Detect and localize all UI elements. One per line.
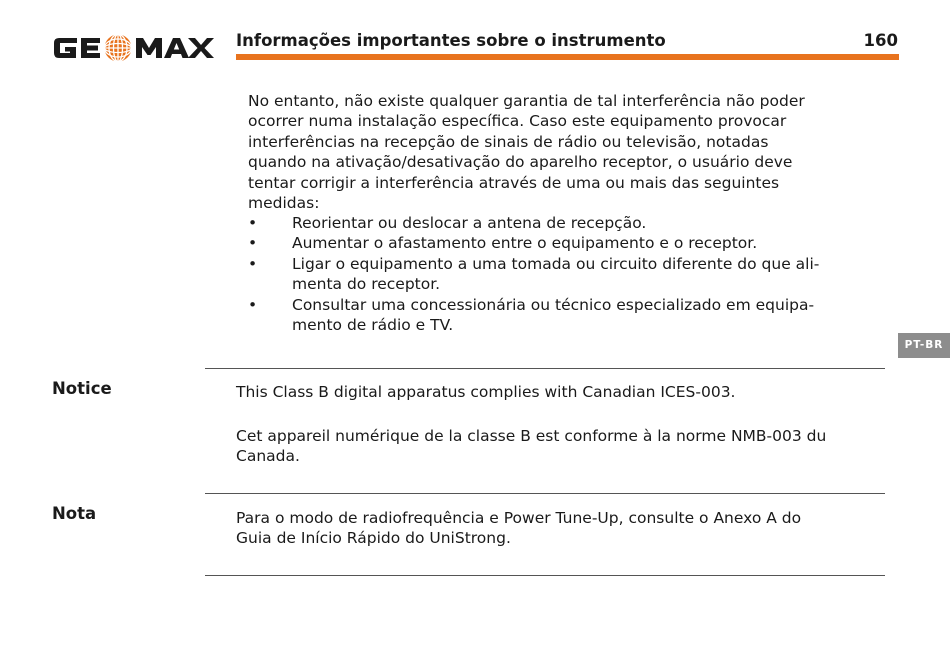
list-item-text: Ligar o equipamento a uma tomada ou circuito diferente do que ali- <box>292 254 820 273</box>
nota-paragraph <box>236 508 891 549</box>
intro-line: No entanto, não existe qualquer garantia de tal interferência não poder <box>248 92 805 110</box>
bullet-marker: • <box>248 234 258 253</box>
nota-label: Nota <box>52 504 97 523</box>
intro-paragraph <box>248 91 888 213</box>
list-item-text: mento de rádio e TV. <box>292 316 454 335</box>
page-header-title: Informações importantes sobre o instrumento <box>236 31 666 50</box>
list-item <box>248 254 888 295</box>
intro-line: interferências na recepção de sinais de rádio ou televisão, notadas <box>248 132 769 151</box>
intro-line: medidas: <box>248 194 320 213</box>
notice-label: Notice <box>52 379 112 398</box>
geomax-logo-graphic <box>52 33 218 63</box>
notice-fr-line: Cet appareil numérique de la classe B est conforme à la norme NMB-003 du <box>236 427 827 445</box>
notice-paragraph-fr <box>236 426 891 467</box>
section-divider <box>205 575 885 576</box>
bullet-marker: • <box>248 214 258 232</box>
intro-line: ocorrer numa instalação específica. Caso este equipamento provocar <box>248 112 787 131</box>
notice-paragraph-en: This Class B digital apparatus complies with Canadian ICES-003. <box>236 383 736 401</box>
language-tab: PT-BR <box>898 333 950 358</box>
page-number: 160 <box>863 31 898 50</box>
geomax-logo <box>52 33 218 63</box>
list-item <box>248 233 888 253</box>
list-item-text: Reorientar ou deslocar a antena de recepção. <box>292 214 647 232</box>
bullet-marker: • <box>248 295 258 314</box>
list-item-text: Aumentar o afastamento entre o equipamento e o receptor. <box>292 234 758 253</box>
list-item-text: Consultar uma concessionária ou técnico especializado em equipa- <box>292 295 815 314</box>
header-accent-rule <box>236 54 899 60</box>
list-item <box>248 295 888 336</box>
section-divider <box>205 368 885 369</box>
nota-line: Guia de Início Rápido do UniStrong. <box>236 529 511 548</box>
section-divider <box>205 493 885 494</box>
notice-fr-line: Canada. <box>236 447 300 466</box>
nota-line: Para o modo de radiofrequência e Power Tune-Up, consulte o Anexo A do <box>236 509 802 527</box>
intro-line: tentar corrigir a interferência através de uma ou mais das seguintes <box>248 173 780 192</box>
intro-line: quando na ativação/desativação do aparelho receptor, o usuário deve <box>248 153 793 172</box>
list-item <box>248 213 888 233</box>
measures-list <box>248 213 888 335</box>
list-item-text: menta do receptor. <box>292 275 441 294</box>
bullet-marker: • <box>248 254 258 273</box>
